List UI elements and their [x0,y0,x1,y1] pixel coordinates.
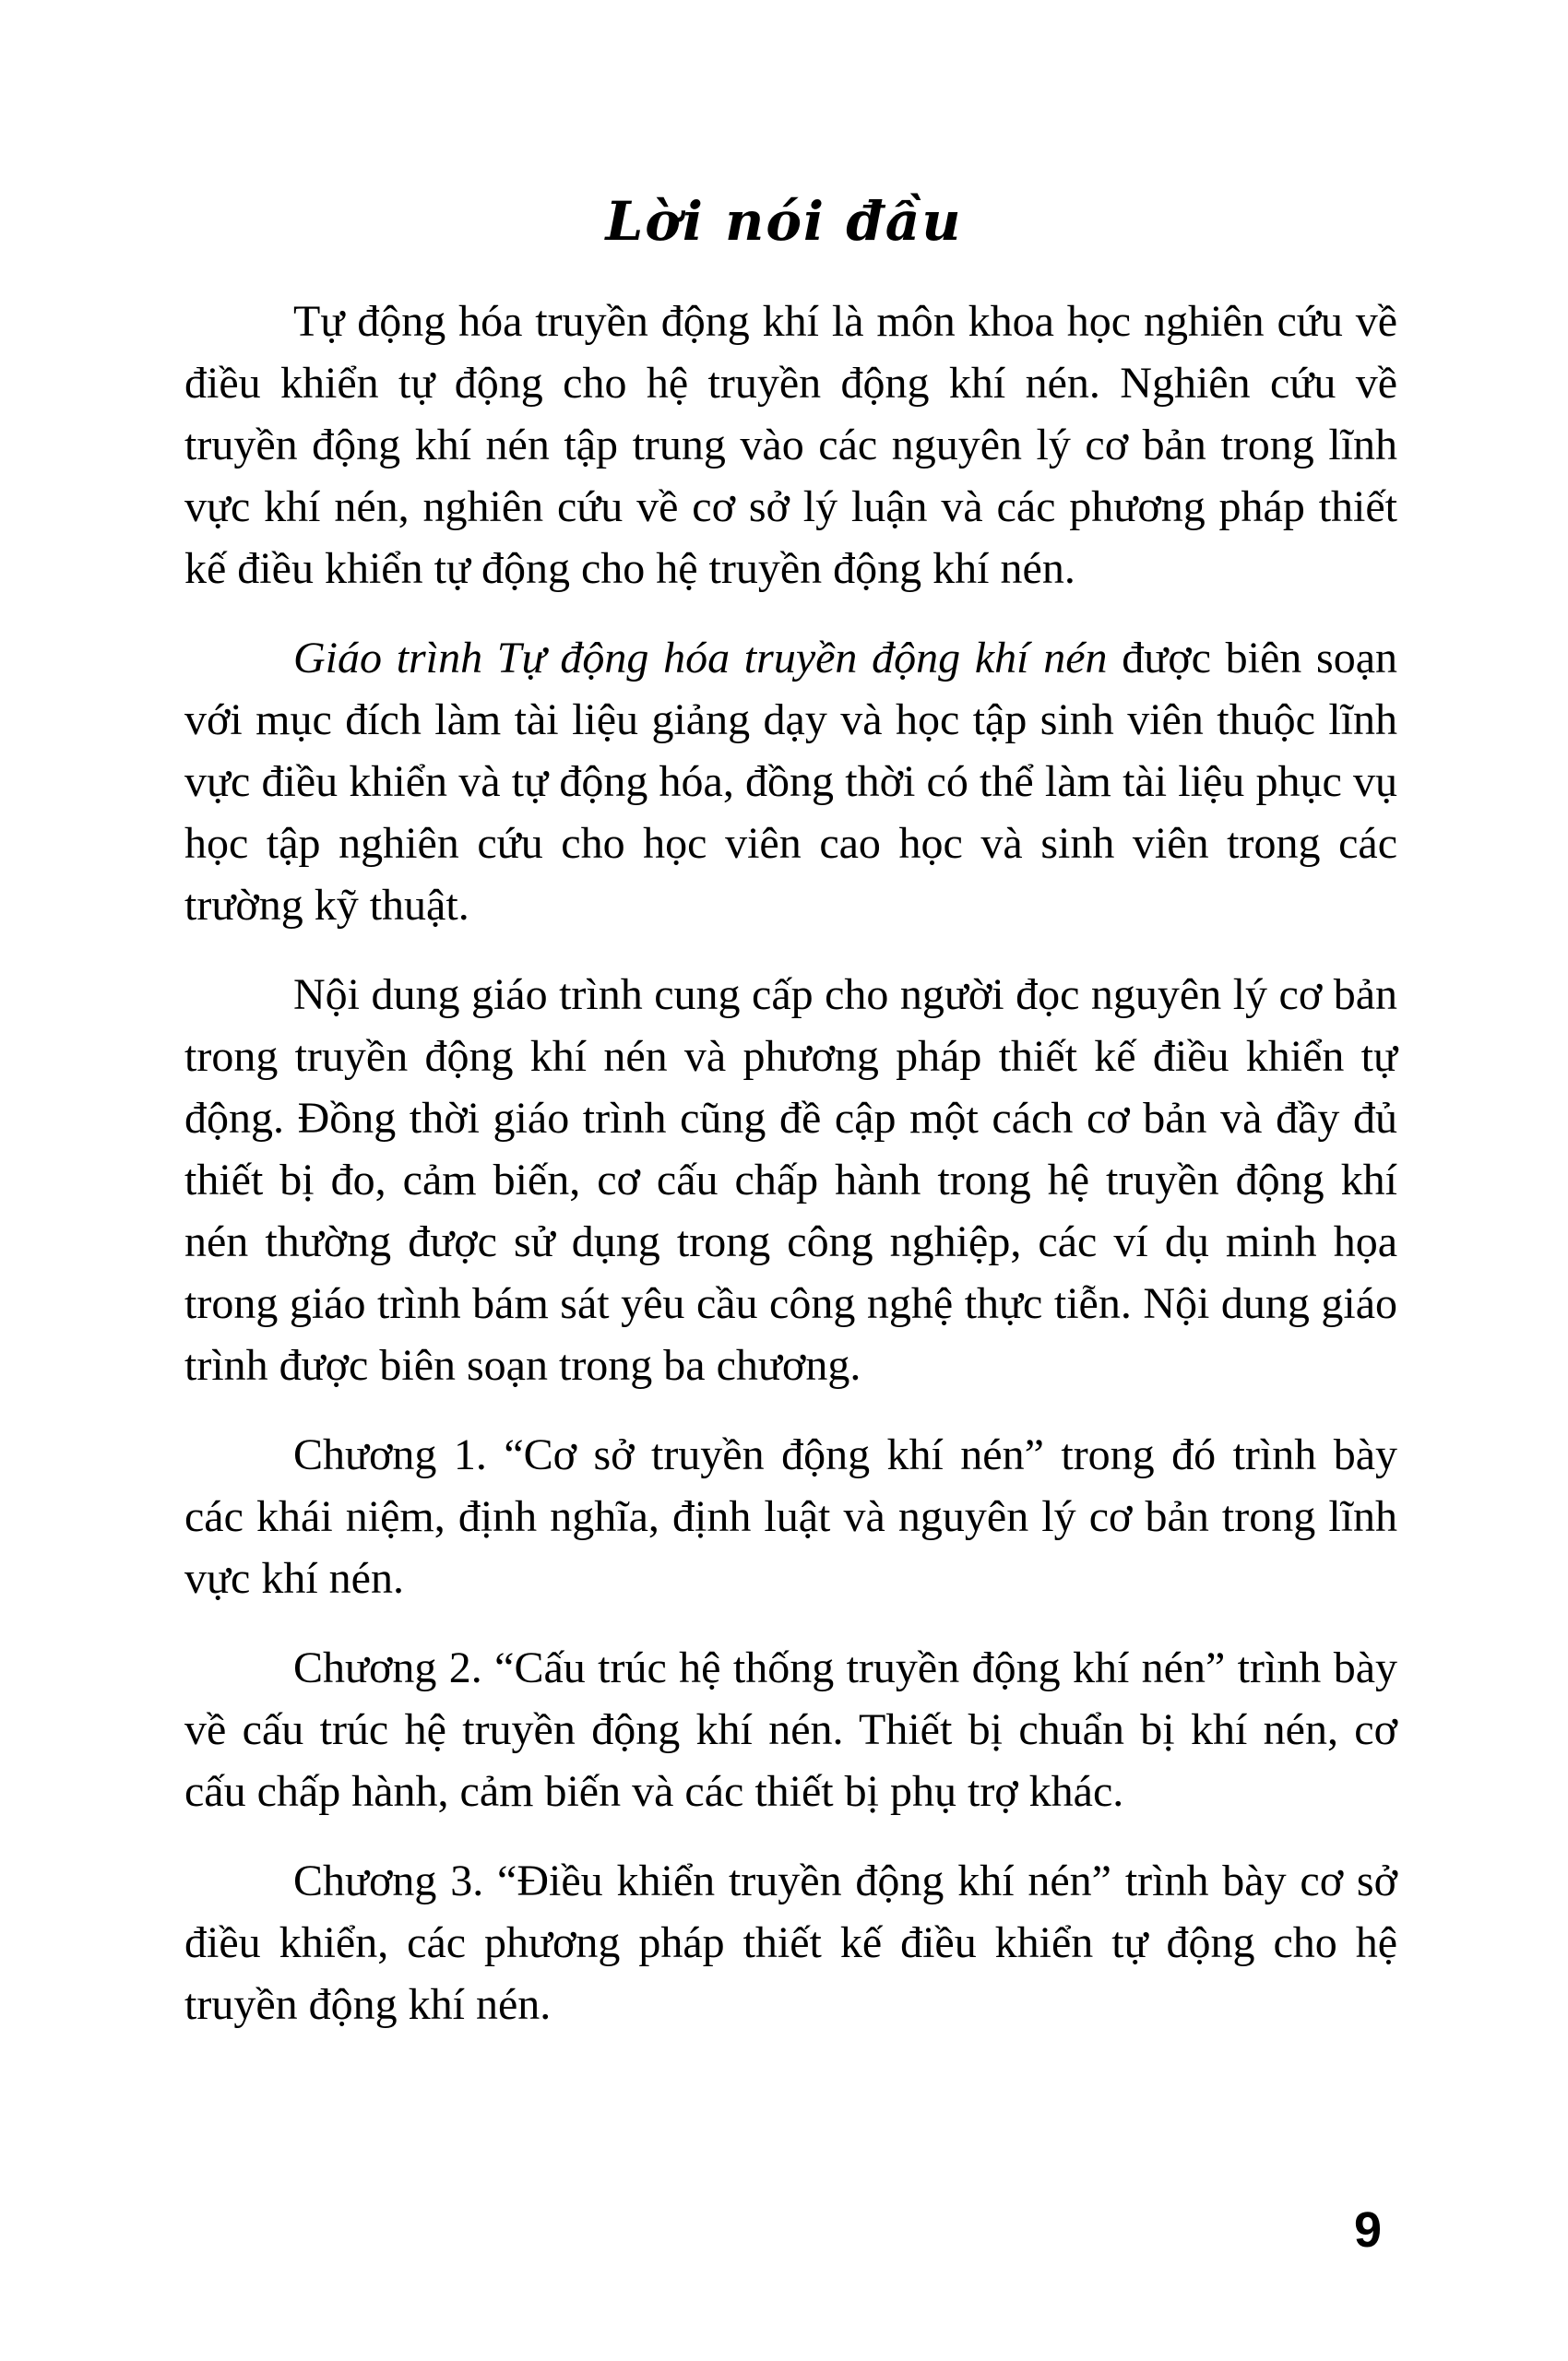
page-number: 9 [1354,2202,1383,2258]
book-title-italic: Giáo trình Tự động hóa truyền động khí nén [293,634,1108,682]
page-title: Lời nói đầu [605,190,963,253]
paragraph-chapter-3: Chương 3. “Điều khiển truyền động khí nén” trình bày cơ sở điều khiển, các phương pháp thiết kế điều khiển tự động cho hệ truyền động khí nén. [184,1857,1397,2029]
paragraph-chapter-2: Chương 2. “Cấu trúc hệ thống truyền động khí nén” trình bày về cấu trúc hệ truyền động khí nén. Thiết bị chuẩn bị khí nén, cơ cấu chấp hành, cảm biến và các thiết bị phụ trợ khác. [184,1643,1397,1816]
paragraph-contents-overview: Nội dung giáo trình cung cấp cho người đọc nguyên lý cơ bản trong truyền động khí nén và phương pháp thiết kế điều khiển tự động. Đồng thời giáo trình cũng đề cập một cách cơ bản và đầy đủ thiết bị đo, cảm biến, cơ cấu chấp hành trong hệ truyền động khí nén thường được sử dụng trong công nghiệp, các ví dụ minh họa trong giáo trình bám sát yêu cầu công nghệ thực tiễn. Nội dung giáo trình được biên soạn trong ba chương. [184,970,1397,1390]
paragraph-chapter-1: Chương 1. “Cơ sở truyền động khí nén” trong đó trình bày các khái niệm, định nghĩa, định luật và nguyên lý cơ bản trong lĩnh vực khí nén. [184,1430,1397,1603]
paragraph-purpose [184,627,1397,936]
page-content [184,291,1397,2035]
paragraph-intro: Tự động hóa truyền động khí là môn khoa học nghiên cứu về điều khiển tự động cho hệ truyền động khí nén. Nghiên cứu về truyền động khí nén tập trung vào các nguyên lý cơ bản trong lĩnh vực khí nén, nghiên cứu về cơ sở lý luận và các phương pháp thiết kế điều khiển tự động cho hệ truyền động khí nén. [184,297,1397,593]
paragraph-purpose-text: được biên soạn với mục đích làm tài liệu giảng dạy và học tập sinh viên thuộc lĩnh vực điều khiển và tự động hóa, đồng thời có thể làm tài liệu phục vụ học tập nghiên cứu cho học viên cao học và sinh viên trong các trường kỹ thuật. [184,634,1398,930]
